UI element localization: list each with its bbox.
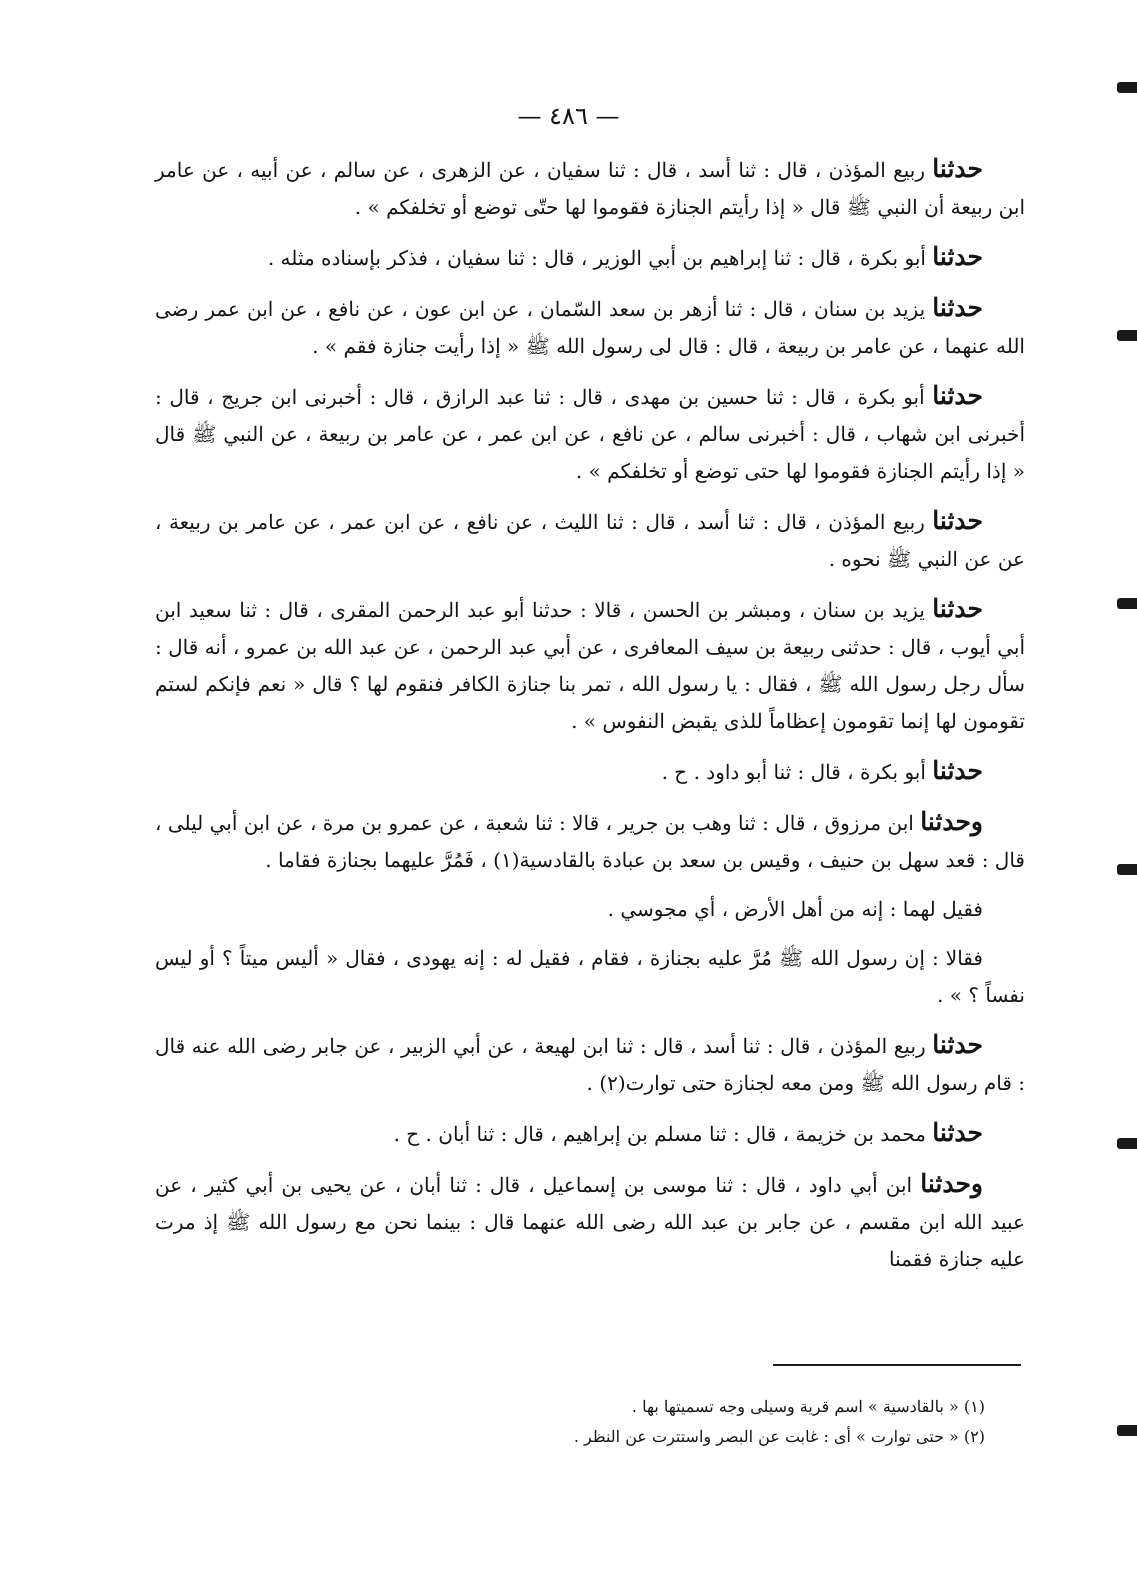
hadith-paragraph [155,289,1025,365]
hadith-paragraph [155,238,1025,277]
page-edge-mark [1117,82,1137,93]
paragraph-text: ابن مرزوق ، قال : ثنا وهب بن جرير ، قالا : ثنا شعبة ، عن عمرو بن مرة ، عن ابن أبي ليلى ، قال : قعد سهل بن حنيف ، وقيس بن سعد بن عبادة بالقادسية(١) ، فَمُرَّ عليهما بجنازة فقاما . [155,811,1025,872]
paragraph-text: فقالا : إن رسول الله ﷺ مُرَّ عليه بجنازة ، فقام ، فقيل له : إنه يهودى ، فقال « أليس ميتاً ؟ أو ليس نفساً ؟ » . [155,946,1025,1007]
paragraph-text: يزيد بن سنان ، قال : ثنا أزهر بن سعد السّمان ، عن ابن عون ، عن نافع ، عن ابن عمر رضى الله عنهما ، عن عامر بن ربيعة ، قال : قال لى رسول الله ﷺ « إذا رأيت جنازة فقم » . [155,297,1025,358]
footnotes [155,1392,985,1452]
hadith-paragraph [155,891,1025,928]
page-edge-mark [1117,598,1137,609]
paragraph-lead-word: حدثنا [932,154,983,183]
paragraph-lead-word: حدثنا [932,594,983,623]
paragraph-lead-word: وحدثنا [920,807,983,836]
hadith-text-body [155,150,1025,1290]
paragraph-lead-word: حدثنا [932,756,983,785]
hadith-paragraph [155,752,1025,791]
hadith-paragraph [155,150,1025,226]
page-edge-mark [1117,330,1137,341]
paragraph-text: ربيع المؤذن ، قال : ثنا أسد ، قال : ثنا ابن لهيعة ، عن أبي الزبير ، عن جابر رضى الله عنه قال : قام رسول الله ﷺ ومن معه لجنازة حتى توارت(٢) . [155,1034,1025,1095]
hadith-paragraph [155,590,1025,740]
hadith-paragraph [155,502,1025,578]
paragraph-lead-word: وحدثنا [920,1169,983,1198]
hadith-paragraph [155,1114,1025,1153]
hadith-paragraph [155,803,1025,879]
paragraph-lead-word: حدثنا [932,1030,983,1059]
hadith-paragraph [155,940,1025,1014]
paragraph-text: أبو بكرة ، قال : ثنا إبراهيم بن أبي الوزير ، قال : ثنا سفيان ، فذكر بإسناده مثله . [267,246,933,270]
footnote-1: (١) « بالقادسية » اسم قرية وسيلى وجه تسميتها بها . [631,1397,985,1416]
paragraph-lead-word: حدثنا [932,506,983,535]
footnote-2: (٢) « حتى توارت » أى : غابت عن البصر واستترت عن النظر . [573,1427,985,1446]
page-edge-mark [1117,864,1137,875]
paragraph-text: أبو بكرة ، قال : ثنا أبو داود . ح . [661,760,933,784]
paragraph-text: محمد بن خزيمة ، قال : ثنا مسلم بن إبراهيم ، قال : ثنا أبان . ح . [393,1122,933,1146]
paragraph-text: يزيد بن سنان ، ومبشر بن الحسن ، قالا : حدثنا أبو عبد الرحمن المقرى ، قال : ثنا سعيد ابن أبي أيوب ، قال : حدثنى ربيعة بن سيف المعافرى ، عن أبي عبد الرحمن ، عن عبد الله بن عمرو ، أنه قال : سأل رجل رسول الله ﷺ ، فقال : يا رسول الله ، تمر بنا جنازة الكافر فنقوم لها ؟ قال « نعم فإنكم لستم تقومون لها إنما تقومون إعظاماً للذى يقبض النفوس » . [155,598,1025,733]
paragraph-lead-word: حدثنا [932,381,983,410]
page-number: — ٤٨٦ — [517,102,620,130]
paragraph-text: ربيع المؤذن ، قال : ثنا أسد ، قال : ثنا الليث ، عن نافع ، عن ابن عمر ، عن عامر بن ربيعة ، عن عن النبي ﷺ نحوه . [155,510,1025,571]
paragraph-lead-word: حدثنا [932,293,983,322]
hadith-paragraph [155,377,1025,490]
paragraph-text: فقيل لهما : إنه من أهل الأرض ، أي مجوسي . [607,897,983,921]
paragraph-text: ابن أبي داود ، قال : ثنا موسى بن إسماعيل ، قال : ثنا أبان ، عن يحيى بن أبي كثير ، عن عبيد الله ابن مقسم ، عن جابر بن عبد الله رضى الله عنهما قال : بينما نحن مع رسول الله ﷺ إذ مرت عليه جنازة فقمنا [155,1173,1025,1271]
paragraph-lead-word: حدثنا [932,1118,983,1147]
hadith-paragraph [155,1026,1025,1102]
page-edge-mark [1117,1425,1137,1436]
paragraph-text: ربيع المؤذن ، قال : ثنا أسد ، قال : ثنا سفيان ، عن الزهرى ، عن سالم ، عن أبيه ، عن عامر ابن ربيعة أن النبي ﷺ قال « إذا رأيتم الجنازة فقوموا لها حتّى توضع أو تخلفكم » . [155,158,1025,219]
hadith-paragraph [155,1165,1025,1278]
paragraph-text: أبو بكرة ، قال : ثنا حسين بن مهدى ، قال : ثنا عبد الرازق ، قال : أخبرنى ابن جريج ، قال : أخبرنى ابن شهاب ، قال : أخبرنى سالم ، عن نافع ، عن ابن عمر ، عن عامر بن ربيعة ، عن النبي ﷺ قال « إذا رأيتم الجنازة فقوموا لها حتى توضع أو تخلفكم » . [155,385,1025,483]
footnote-separator [773,1364,1021,1366]
paragraph-lead-word: حدثنا [932,242,983,271]
page-edge-mark [1117,1138,1137,1149]
